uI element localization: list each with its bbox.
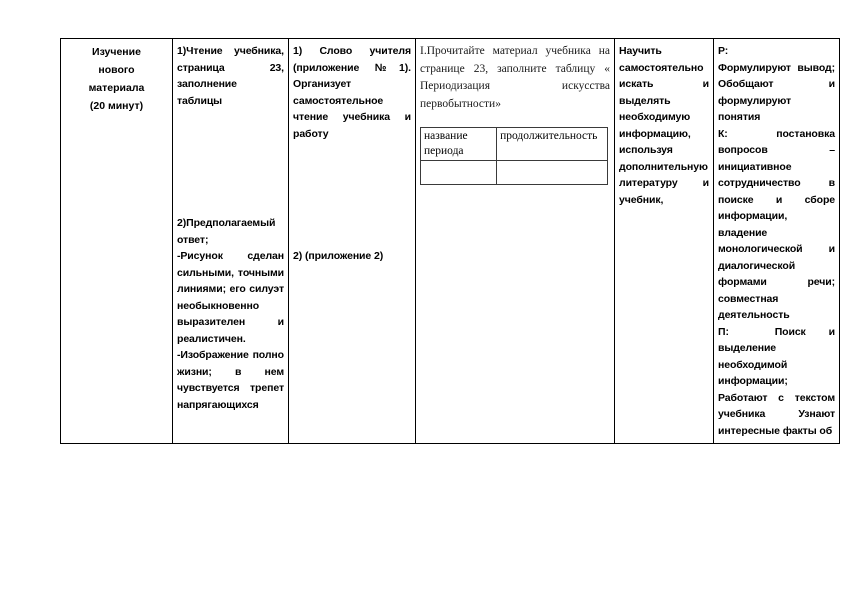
nested-empty-row [421, 161, 608, 185]
cell-universal-learning-actions [714, 39, 840, 444]
cell-teacher-activity-b [289, 39, 416, 444]
uud-regulative-text: Формулируют вывод; Обобщают и формулируют понятия [718, 61, 835, 123]
periodization-table-wrapper [420, 127, 610, 185]
uud-regulative-label: Р: [718, 45, 729, 57]
cell-lesson-stage [61, 39, 173, 444]
teacher-b-block-2: 2) (приложение 2) [293, 250, 384, 262]
cell-student-task [416, 39, 615, 444]
nested-cell-duration[interactable] [497, 161, 608, 185]
uud-communicative-text: постановка вопросов – инициативное сотрудничество в поиске и сборе информации, владение монологической и диалогической формами речи; совместная деятельность [718, 127, 835, 321]
student-task-intro: I.Прочитайте материал учебника на странице 23, заполните таблицу « Периодизация искусства первобытности» [420, 45, 610, 110]
teacher-a-block-2: 2)Предполагаемый ответ; [177, 217, 276, 246]
uud-cognitive [718, 324, 835, 440]
nested-header-period-name: название периода [421, 128, 497, 161]
stage-line-1: Изучение [92, 46, 141, 58]
teacher-a-block-4: -Изображение полно жизни; в нем чувствуется трепет напрягающихся [177, 349, 284, 411]
planned-result-text: Научить самостоятельно искать и выделять необходимую информацию, используя дополнительную литературу и учебник, [619, 45, 709, 206]
cell-planned-result [615, 39, 714, 444]
stage-line-2: нового [98, 64, 135, 76]
teacher-a-block-3: -Рисунок сделан сильными, точными линиями; его силуэт необыкновенно выразителен и реалистичен. [177, 250, 284, 345]
nested-header-duration: продолжительность [497, 128, 608, 161]
stage-line-4: (20 минут) [89, 100, 144, 112]
teacher-b-block-1: 1) Слово учителя (приложение №1). Организует самостоятельное чтение учебника и работу [293, 45, 411, 140]
uud-cognitive-text: Поиск и выделение необходимой информации; Работают с текстом учебника Узнают интересные факты об [718, 325, 835, 437]
nested-header-row [421, 128, 608, 161]
table-row [61, 39, 840, 444]
vertical-spacer [293, 142, 411, 248]
lesson-plan-table [60, 38, 840, 444]
stage-line-3: материала [88, 82, 145, 94]
uud-communicative-label: К: [718, 127, 728, 140]
uud-cognitive-label: П: [718, 325, 729, 338]
uud-communicative [718, 126, 835, 324]
cell-teacher-activity-a [173, 39, 289, 444]
vertical-spacer [177, 109, 284, 215]
periodization-table [420, 127, 608, 185]
nested-cell-period-name[interactable] [421, 161, 497, 185]
teacher-a-block-1: 1)Чтение учебника, страница 23, заполнение таблицы [177, 45, 284, 107]
